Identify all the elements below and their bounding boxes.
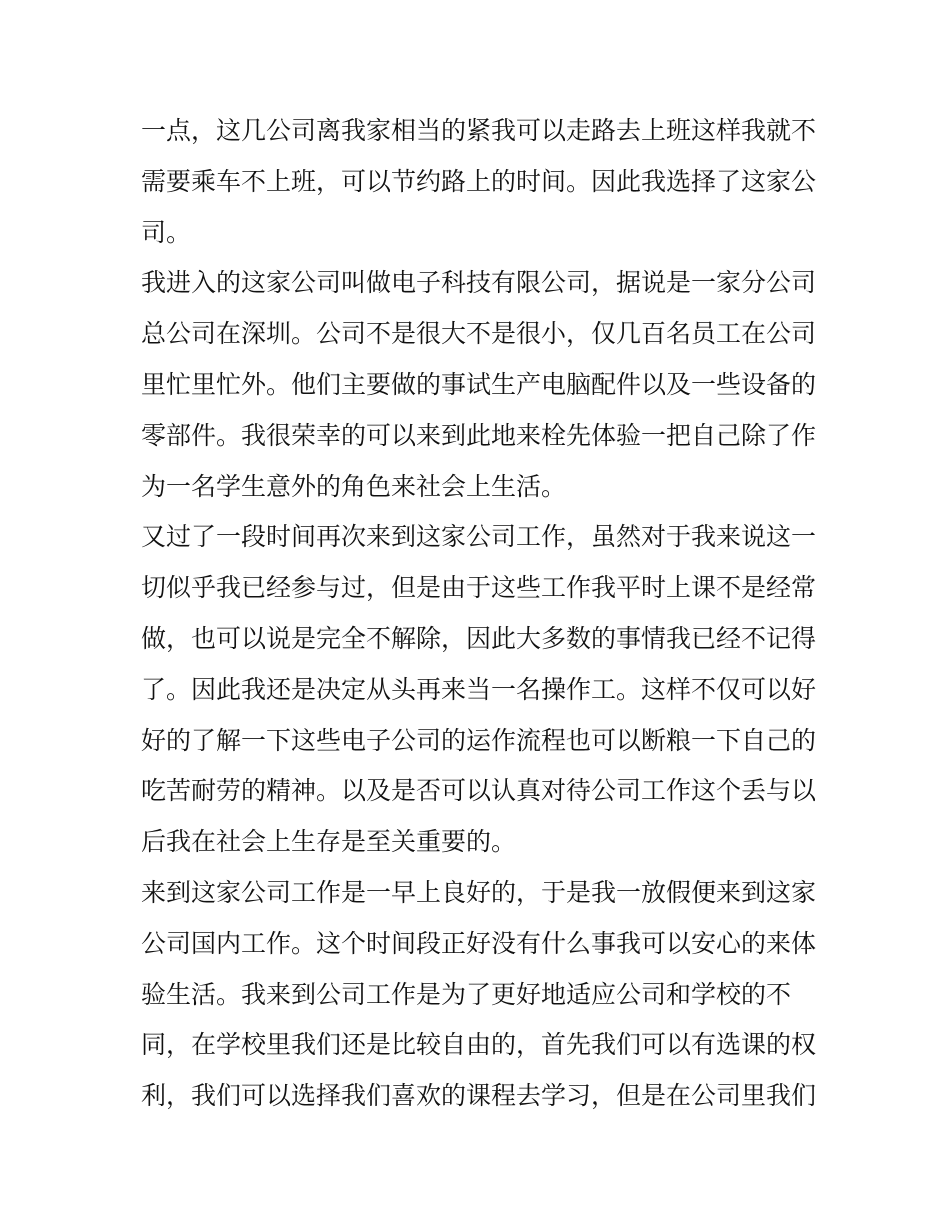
text-line: 公司国内工作。这个时间段正好没有什么事我可以安心的来体 (141, 928, 817, 958)
text-line: 来到这家公司工作是一早上良好的，于是我一放假便来到这家 (141, 877, 817, 907)
text-line: 吃苦耐劳的精神。以及是否可以认真对待公司工作这个丢与以 (141, 776, 817, 806)
text-line: 里忙里忙外。他们主要做的事试生产电脑配件以及一些设备的 (141, 369, 817, 399)
text-line: 一点，这几公司离我家相当的紧我可以走路去上班这样我就不 (141, 116, 817, 145)
text-line: 需要乘车不上班，可以节约路上的时间。因此我选择了这家公 (141, 166, 817, 196)
body-text (141, 106, 821, 1122)
text-line: 为一名学生意外的角色来社会上生活。 (141, 471, 567, 501)
text-line: 验生活。我来到公司工作是为了更好地适应公司和学校的不 (141, 979, 792, 1009)
text-line: 零部件。我很荣幸的可以来到此地来栓先体验一把自己除了作 (141, 420, 817, 450)
text-line: 总公司在深圳。公司不是很大不是很小，仅几百名员工在公司 (141, 319, 817, 349)
text-line: 又过了一段时间再次来到这家公司工作，虽然对于我来说这一 (141, 522, 817, 552)
text-line: 我进入的这家公司叫做电子科技有限公司，据说是一家分公司 (141, 268, 817, 298)
text-line: 后我在社会上生存是至关重要的。 (141, 827, 517, 857)
text-line: 做，也可以说是完全不解除，因此大多数的事情我已经不记得 (141, 623, 817, 653)
text-line: 了。因此我还是决定从头再来当一名操作工。这样不仅可以好 (141, 674, 817, 704)
text-line: 同，在学校里我们还是比较自由的，首先我们可以有选课的权 (141, 1030, 817, 1060)
text-line: 利，我们可以选择我们喜欢的课程去学习，但是在公司里我们 (141, 1081, 817, 1111)
text-line: 好的了解一下这些电子公司的运作流程也可以断粮一下自己的 (141, 725, 817, 755)
text-line: 司。 (141, 217, 192, 247)
text-line: 切似乎我已经参与过，但是由于这些工作我平时上课不是经常 (141, 573, 817, 603)
